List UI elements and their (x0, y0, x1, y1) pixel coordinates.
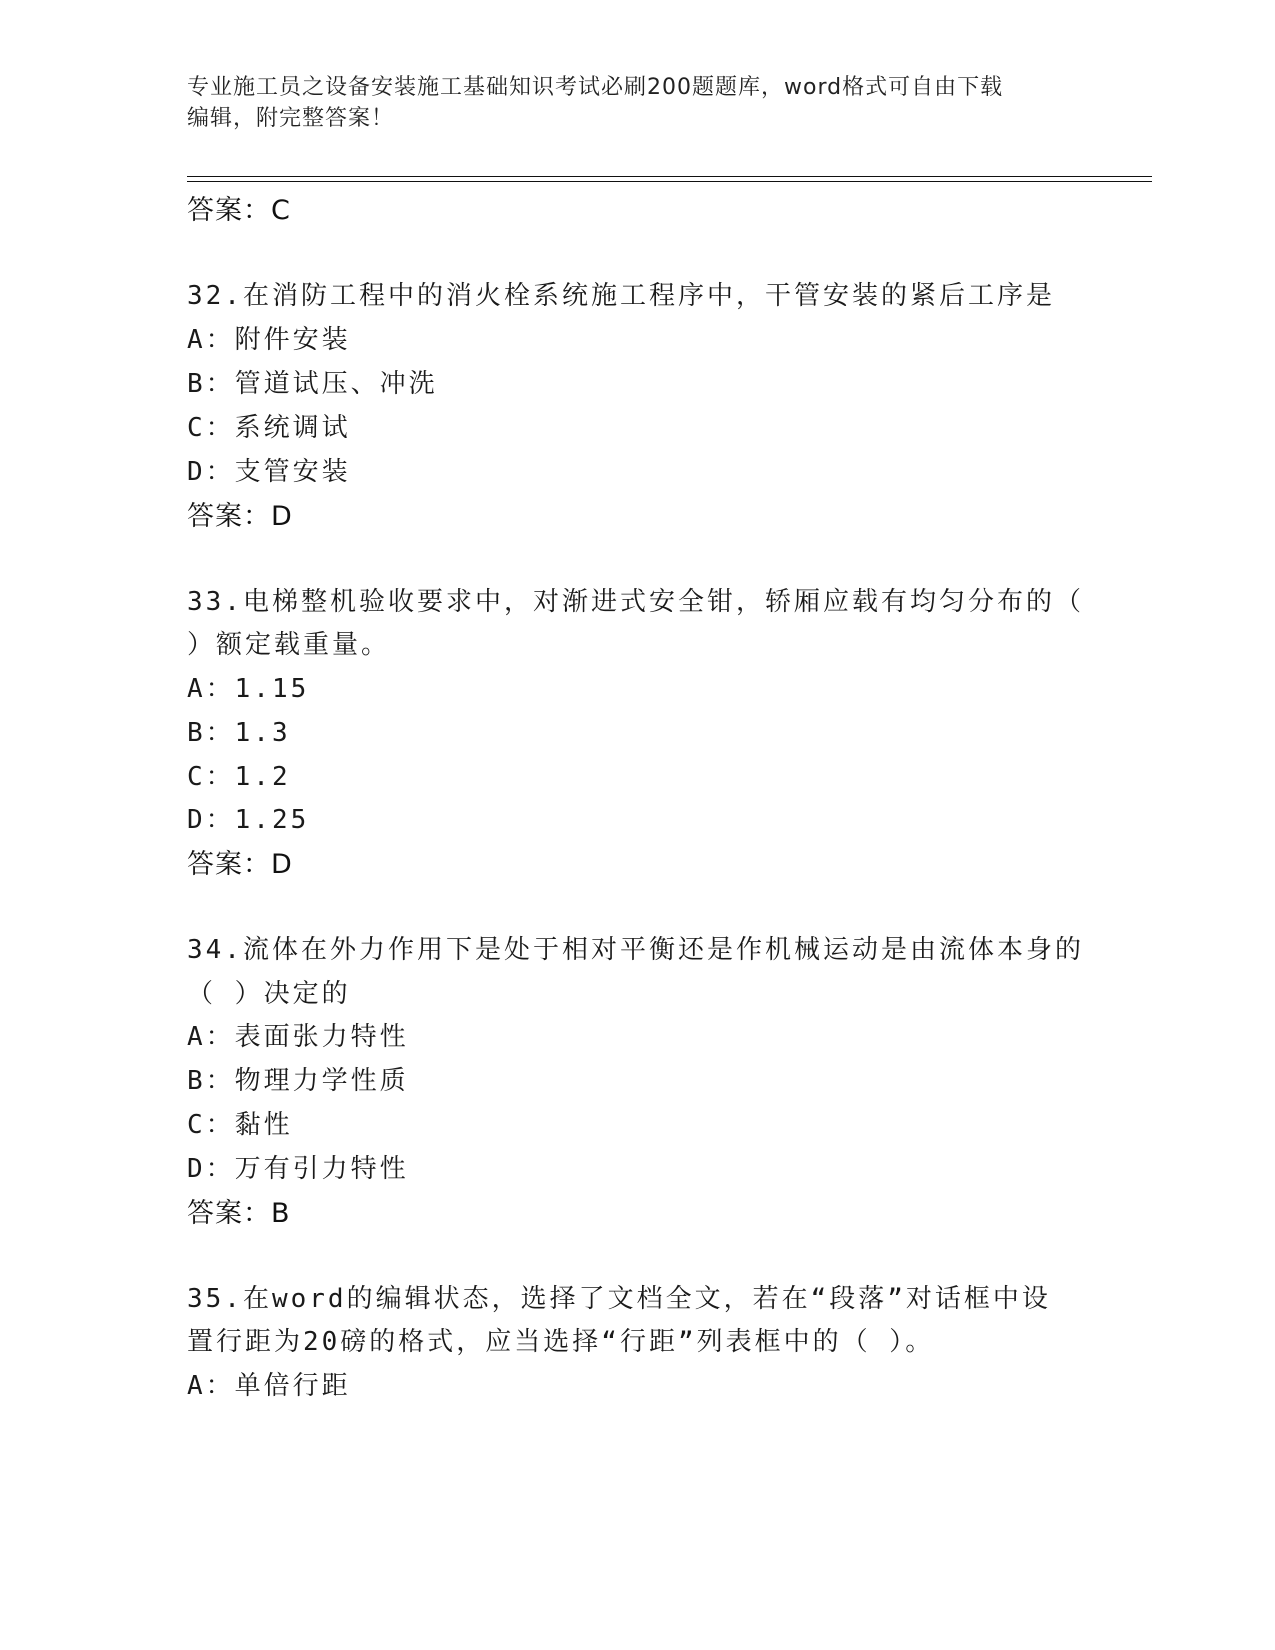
option-a: A：单倍行距 (187, 1371, 351, 1401)
question-stem: 34.流体在外力作用下是处于相对平衡还是作机械运动是由流体本身的 (187, 935, 1084, 965)
option-d: D：1.25 (187, 805, 310, 835)
option-b: B：管道试压、冲洗 (187, 369, 438, 399)
option-a: A：附件安装 (187, 325, 351, 355)
header-rule-top (187, 176, 1152, 177)
question-stem: 35.在word的编辑状态，选择了文档全文，若在“段落”对话框中设 (187, 1284, 1051, 1314)
header-line-1: 专业施工员之设备安装施工基础知识考试必刷200题题库，word格式可自由下载 (187, 75, 1004, 100)
option-d: D：支管安装 (187, 457, 351, 487)
question-stem: 32.在消防工程中的消火栓系统施工程序中，干管安装的紧后工序是 (187, 281, 1055, 311)
header-line-2: 编辑，附完整答案！ (187, 106, 395, 131)
question-stem-continued: 置行距为20磅的格式，应当选择“行距”列表框中的（ ）。 (187, 1327, 935, 1357)
header-rule-bottom (187, 181, 1152, 182)
option-b: B：物理力学性质 (187, 1066, 409, 1096)
answer-label: 答案：D (187, 501, 293, 532)
option-c: C：黏性 (187, 1110, 293, 1140)
option-a: A：表面张力特性 (187, 1022, 409, 1052)
option-b: B：1.3 (187, 718, 291, 748)
question-stem-continued: ）额定载重量。 (187, 630, 391, 660)
answer-label: 答案：D (187, 849, 293, 880)
answer-label: 答案：B (187, 1198, 291, 1229)
option-a: A：1.15 (187, 674, 310, 704)
question-stem-continued: （ ）决定的 (187, 979, 351, 1009)
question-stem: 33.电梯整机验收要求中，对渐进式安全钳，轿厢应载有均匀分布的（ (187, 587, 1084, 617)
option-d: D：万有引力特性 (187, 1154, 409, 1184)
answer-label: 答案：C (187, 195, 291, 226)
document-header (187, 72, 1087, 134)
option-c: C：1.2 (187, 762, 291, 792)
option-c: C：系统调试 (187, 413, 351, 443)
